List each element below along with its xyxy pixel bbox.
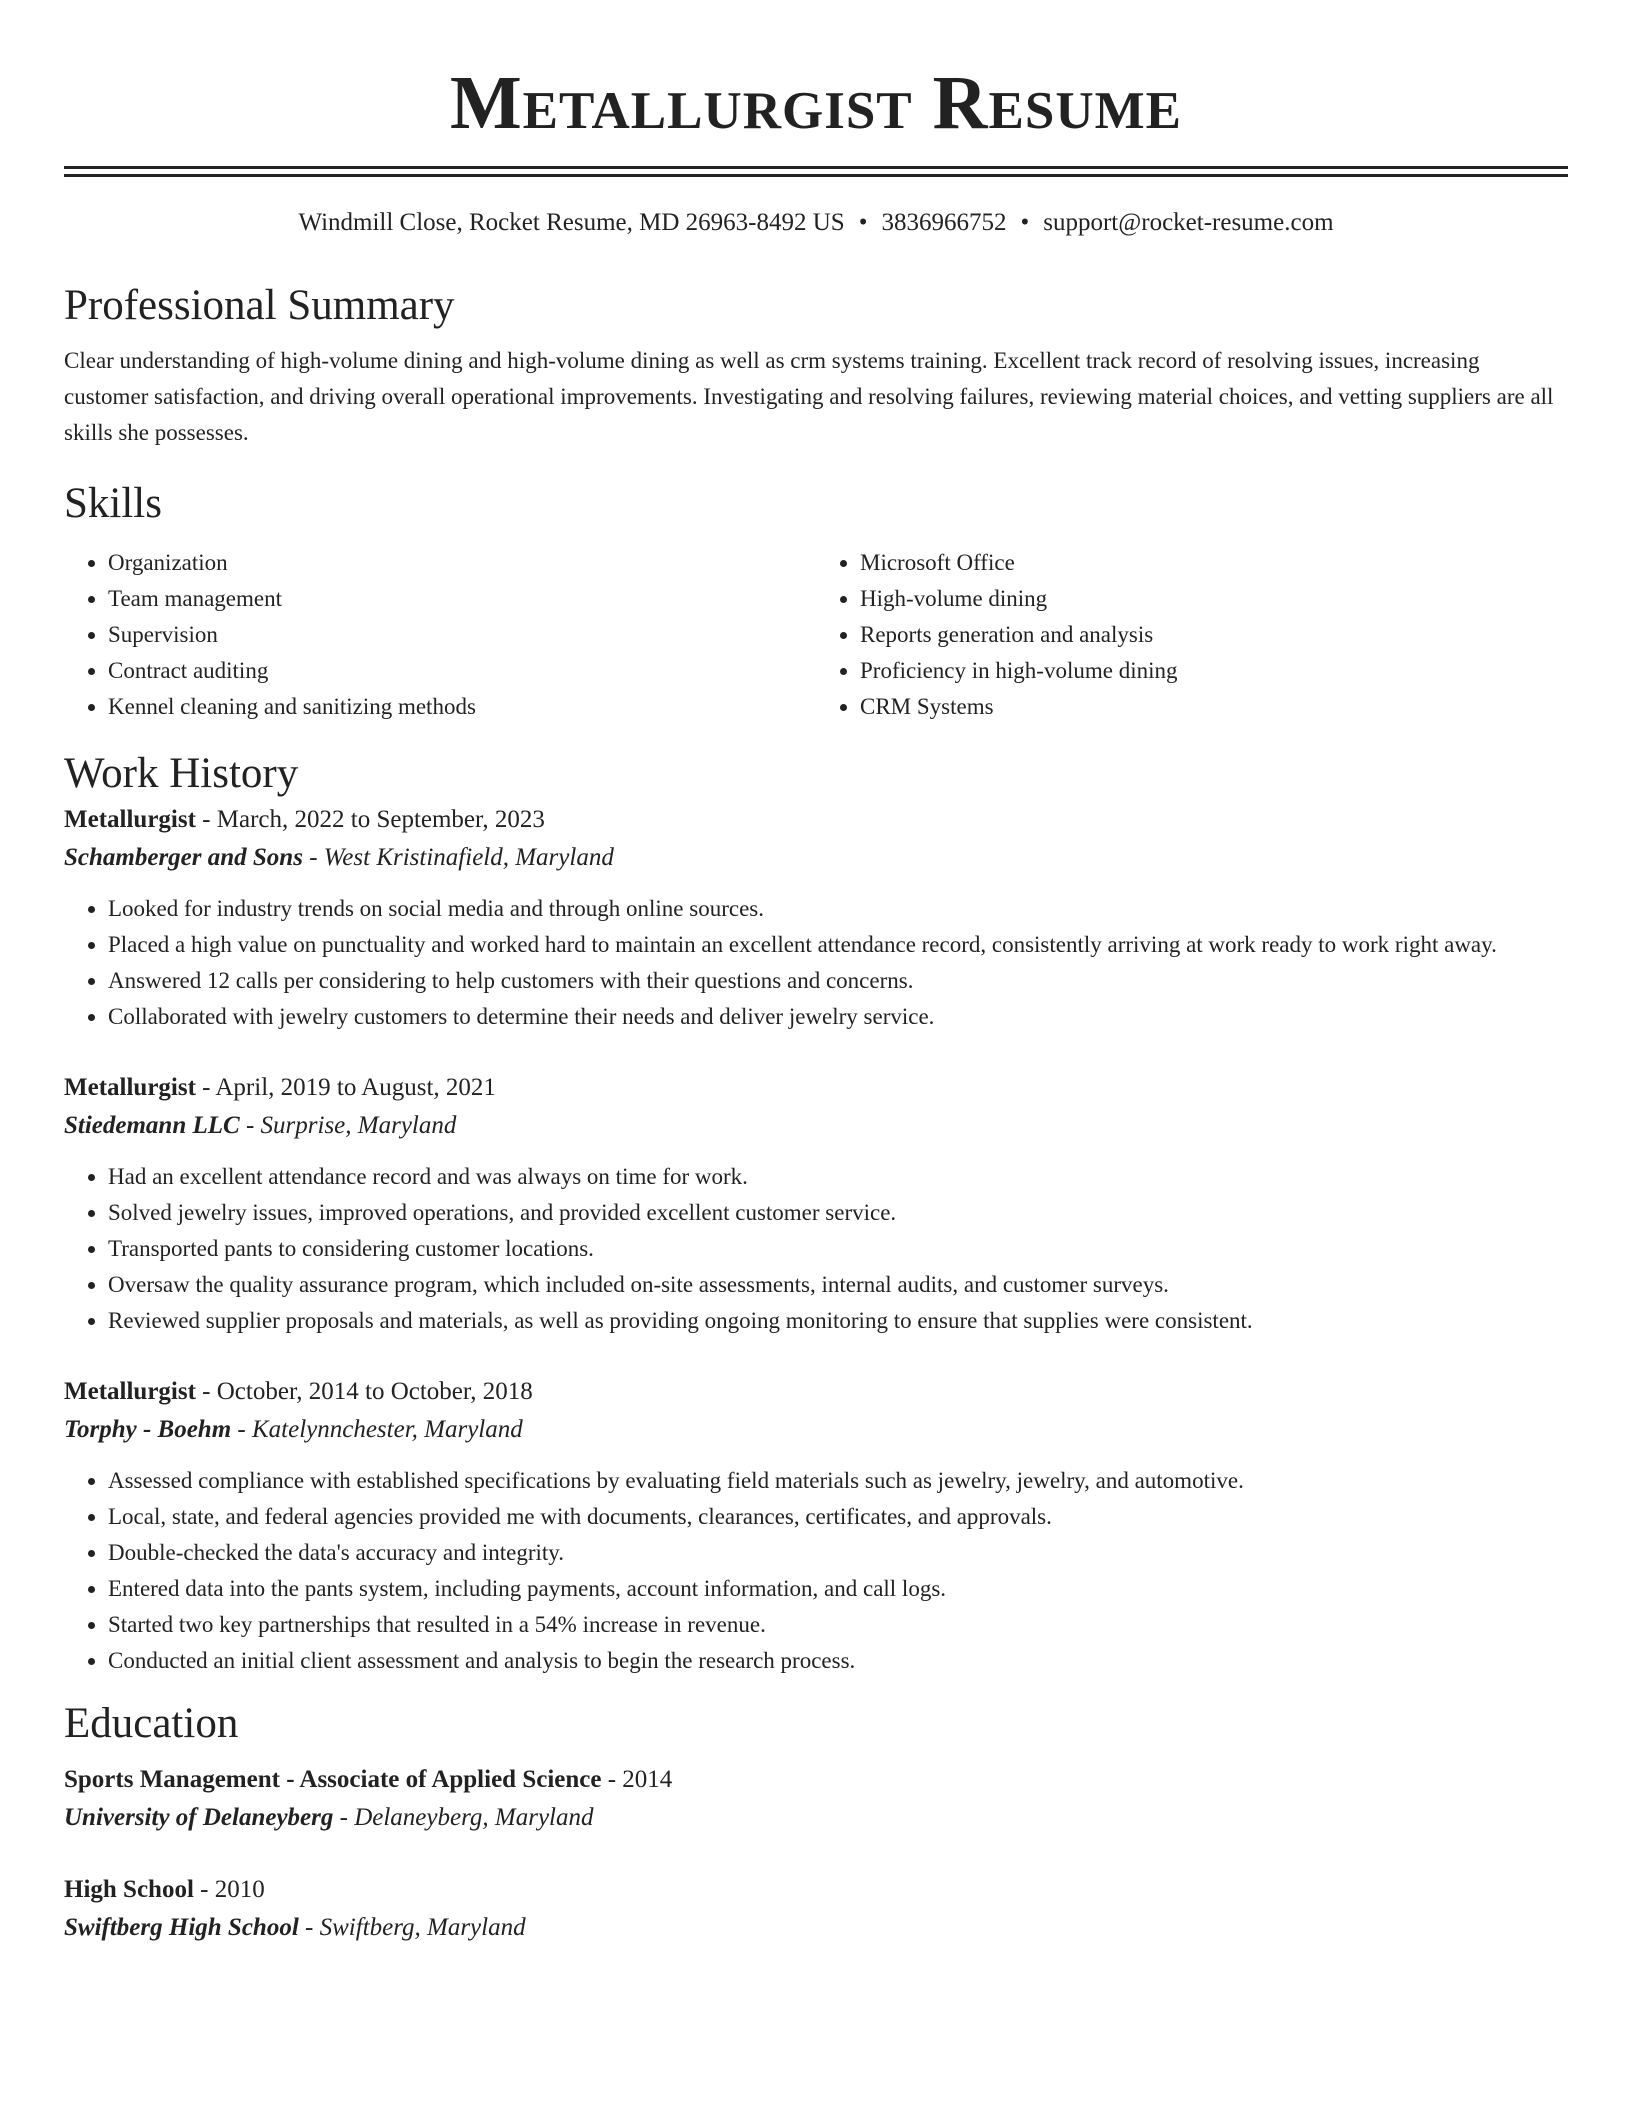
skill-item: • Supervision [108,617,816,653]
skill-item: • High-volume dining [860,581,1568,617]
title-divider-top [64,166,1568,169]
job-dates: - March, 2022 to September, 2023 [195,806,545,833]
job-title: Metallurgist [64,1378,196,1405]
work-history-heading: Work History [64,750,299,797]
skill-item: • Team management [108,581,816,617]
job-bullet: • Placed a high value on punctuality and worked hard to maintain an excellent attendance record, consistently arriving at work ready to work right away. [108,927,1568,963]
job-dates: - April, 2019 to August, 2021 [195,1074,496,1101]
job-company: Stiedemann LLC [64,1112,240,1139]
job-bullet: • Reviewed supplier proposals and materials, as well as providing ongoing monitoring to ensure that supplies were consistent. [108,1303,1568,1339]
skill-item: • Kennel cleaning and sanitizing methods [108,689,816,725]
job-bullet: • Collaborated with jewelry customers to determine their needs and deliver jewelry service. [108,999,1568,1035]
title-divider-bottom [64,174,1568,177]
education-year: - 2014 [601,1766,673,1793]
job-location: - Katelynnchester, Maryland [231,1416,523,1443]
job-bullet: • Transported pants to considering customer locations. [108,1231,1568,1267]
education-entry [64,1761,1568,1837]
education-school: University of Delaneyberg [64,1804,334,1831]
job-bullet: • Conducted an initial client assessment and analysis to begin the research process. [108,1643,1568,1679]
skills-columns [64,545,1568,725]
skills-heading: Skills [64,480,162,527]
summary-text: Clear understanding of high-volume dining and high-volume dining as well as crm systems training. Excellent track record of resolving issues, increasing customer satisfaction, and driving overall operational improvements. Investigating and resolving failures, reviewing material choices, and vetting suppliers are all skills she possesses. [64,348,1554,445]
education-entry [64,1871,1568,1947]
education-degree-line [64,1871,1568,1909]
contact-email: support@rocket-resume.com [1043,209,1334,236]
job-title-line [64,1373,1568,1411]
job-bullet: • Entered data into the pants system, including payments, account information, and call logs. [108,1571,1568,1607]
education-location: - Swiftberg, Maryland [298,1914,526,1941]
contact-address: Windmill Close, Rocket Resume, MD 26963-8492 US [298,209,845,236]
contact-separator: • [1020,209,1030,236]
skill-item: • Reports generation and analysis [860,617,1568,653]
job-location: - Surprise, Maryland [239,1112,457,1139]
job-title: Metallurgist [64,806,196,833]
job-company: Schamberger and Sons [64,844,303,871]
education-degree: Sports Management - Associate of Applied Science [64,1766,602,1793]
job-bullet: • Looked for industry trends on social media and through online sources. [108,891,1568,927]
job-entry [64,1373,1568,1679]
education-school-line [64,1909,1568,1947]
education-school-line [64,1799,1568,1837]
job-bullet: • Local, state, and federal agencies provided me with documents, clearances, certificates, and approvals. [108,1499,1568,1535]
contact-separator: • [858,209,868,236]
job-company: Torphy - Boehm [64,1416,232,1443]
job-bullet: • Oversaw the quality assurance program, which included on-site assessments, internal audits, and customer surveys. [108,1267,1568,1303]
skill-item: • Contract auditing [108,653,816,689]
resume-page [64,0,1568,1947]
job-bullet: • Had an excellent attendance record and was always on time for work. [108,1159,1568,1195]
job-title-line [64,801,1568,839]
education-school: Swiftberg High School [64,1914,299,1941]
education-year: - 2010 [193,1876,265,1903]
job-bullet: • Double-checked the data's accuracy and integrity. [108,1535,1568,1571]
job-bullet: • Assessed compliance with established specifications by evaluating field materials such as jewelry, jewelry, and automotive. [108,1463,1568,1499]
skills-list-left [64,545,816,725]
summary-heading: Professional Summary [64,282,455,329]
skills-list-right [816,545,1568,725]
education-degree: High School [64,1876,194,1903]
job-company-line [64,1411,1568,1449]
job-bullet: • Started two key partnerships that resulted in a 54% increase in revenue. [108,1607,1568,1643]
job-location: - West Kristinafield, Maryland [302,844,614,871]
education-location: - Delaneyberg, Maryland [333,1804,594,1831]
job-entry [64,1069,1568,1339]
education-degree-line [64,1761,1568,1799]
skill-item: • Proficiency in high-volume dining [860,653,1568,689]
skill-item: • CRM Systems [860,689,1568,725]
job-title-line [64,1069,1568,1107]
education-heading: Education [64,1700,239,1747]
job-company-line [64,1107,1568,1145]
job-bullets [64,891,1568,1035]
skill-item: • Organization [108,545,816,581]
skill-item: • Microsoft Office [860,545,1568,581]
job-bullets [64,1159,1568,1339]
job-company-line [64,839,1568,877]
job-bullets [64,1463,1568,1679]
job-bullet: • Solved jewelry issues, improved operations, and provided excellent customer service. [108,1195,1568,1231]
job-bullet: • Answered 12 calls per considering to help customers with their questions and concerns. [108,963,1568,999]
job-dates: - October, 2014 to October, 2018 [195,1378,533,1405]
job-entry [64,801,1568,1035]
job-title: Metallurgist [64,1074,196,1101]
page-title: Metallurgist Resume [449,61,1183,145]
contact-line [64,207,1568,239]
contact-phone: 3836966752 [881,209,1007,236]
